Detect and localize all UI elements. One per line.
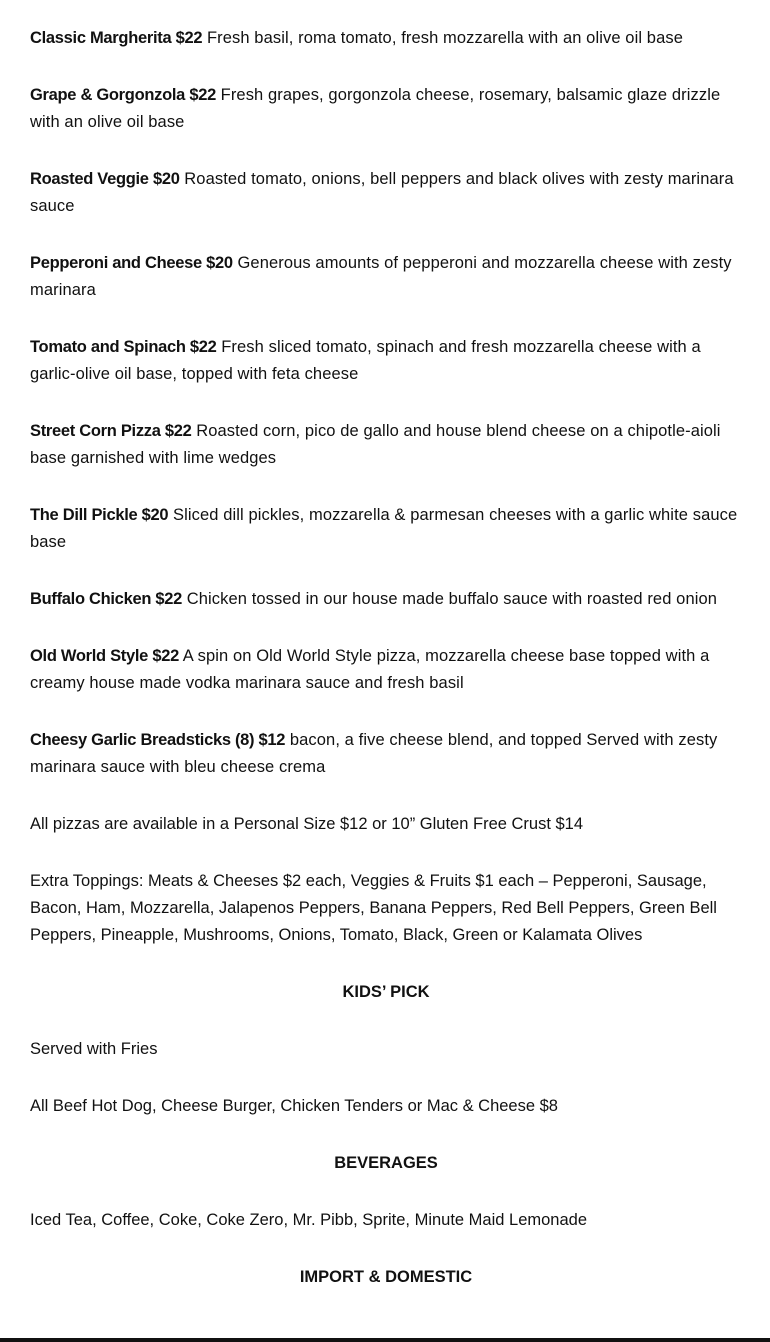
item-name: Roasted Veggie $20 [30, 170, 180, 188]
item-name: The Dill Pickle $20 [30, 506, 169, 524]
item-description: Fresh grapes, gorgonzola cheese, rosemary, balsamic glaze drizzle with an olive oil base [30, 86, 721, 131]
import-domestic-heading: IMPORT & DOMESTIC [299, 1268, 473, 1286]
menu-item-garlic-breadsticks [30, 727, 742, 781]
menu-item-buffalo-chicken [30, 586, 742, 613]
menu-content [30, 25, 742, 1291]
item-description: Fresh sliced tomato, spinach and fresh mozzarella cheese with a garlic-olive oil base, topped with feta cheese [30, 338, 701, 383]
menu-item-grape-gorgonzola [30, 82, 742, 136]
beverages-heading: BEVERAGES [334, 1154, 438, 1172]
kids-pick-heading: KIDS’ PICK [342, 983, 430, 1001]
extra-toppings-note: Extra Toppings: Meats & Cheeses $2 each, Veggies & Fruits $1 each – Pepperoni, Sausage, Bacon, Ham, Mozzarella, Jalapenos Peppers, Banana Peppers, Red Bell Peppers, Green Bell Peppers, Pineapple, Mushrooms, Onions, Tomato, Black, Green or Kalamata Olives [30, 872, 717, 944]
item-description: Chicken tossed in our house made buffalo sauce with roasted red onion [186, 590, 718, 608]
kids-served-note: Served with Fries [30, 1040, 158, 1058]
item-description: bacon, a five cheese blend, and topped Served with zesty marinara sauce with bleu cheese crema [30, 731, 718, 776]
item-name: Old World Style $22 [30, 647, 179, 665]
item-name: Buffalo Chicken $22 [30, 590, 183, 608]
item-description: Roasted tomato, onions, bell peppers and black olives with zesty marinara sauce [30, 170, 734, 215]
item-description: Sliced dill pickles, mozzarella & parmesan cheeses with a garlic white sauce base [30, 506, 738, 551]
item-name: Classic Margherita $22 [30, 29, 203, 47]
item-name: Cheesy Garlic Breadsticks (8) $12 [30, 731, 286, 749]
item-name: Pepperoni and Cheese $20 [30, 254, 233, 272]
item-description: Fresh basil, roma tomato, fresh mozzarella with an olive oil base [206, 29, 683, 47]
menu-item-street-corn [30, 418, 742, 472]
bottom-divider [0, 1338, 770, 1342]
item-name: Grape & Gorgonzola $22 [30, 86, 216, 104]
menu-item-pepperoni-cheese [30, 250, 742, 304]
item-description: Roasted corn, pico de gallo and house blend cheese on a chipotle-aioli base garnished with lime wedges [30, 422, 721, 467]
item-description: A spin on Old World Style pizza, mozzarella cheese base topped with a creamy house made vodka marinara sauce and fresh basil [30, 647, 710, 692]
beverages-items: Iced Tea, Coffee, Coke, Coke Zero, Mr. Pibb, Sprite, Minute Maid Lemonade [30, 1211, 588, 1229]
menu-item-dill-pickle [30, 502, 742, 556]
item-name: Street Corn Pizza $22 [30, 422, 192, 440]
menu-item-old-world-style [30, 643, 742, 697]
item-description: Generous amounts of pepperoni and mozzarella cheese with zesty marinara [30, 254, 732, 299]
menu-item-classic-margherita [30, 25, 742, 52]
item-name: Tomato and Spinach $22 [30, 338, 217, 356]
menu-item-tomato-spinach [30, 334, 742, 388]
menu-item-roasted-veggie [30, 166, 742, 220]
kids-items: All Beef Hot Dog, Cheese Burger, Chicken Tenders or Mac & Cheese $8 [30, 1097, 558, 1115]
size-options-note: All pizzas are available in a Personal Size $12 or 10” Gluten Free Crust $14 [30, 815, 584, 833]
